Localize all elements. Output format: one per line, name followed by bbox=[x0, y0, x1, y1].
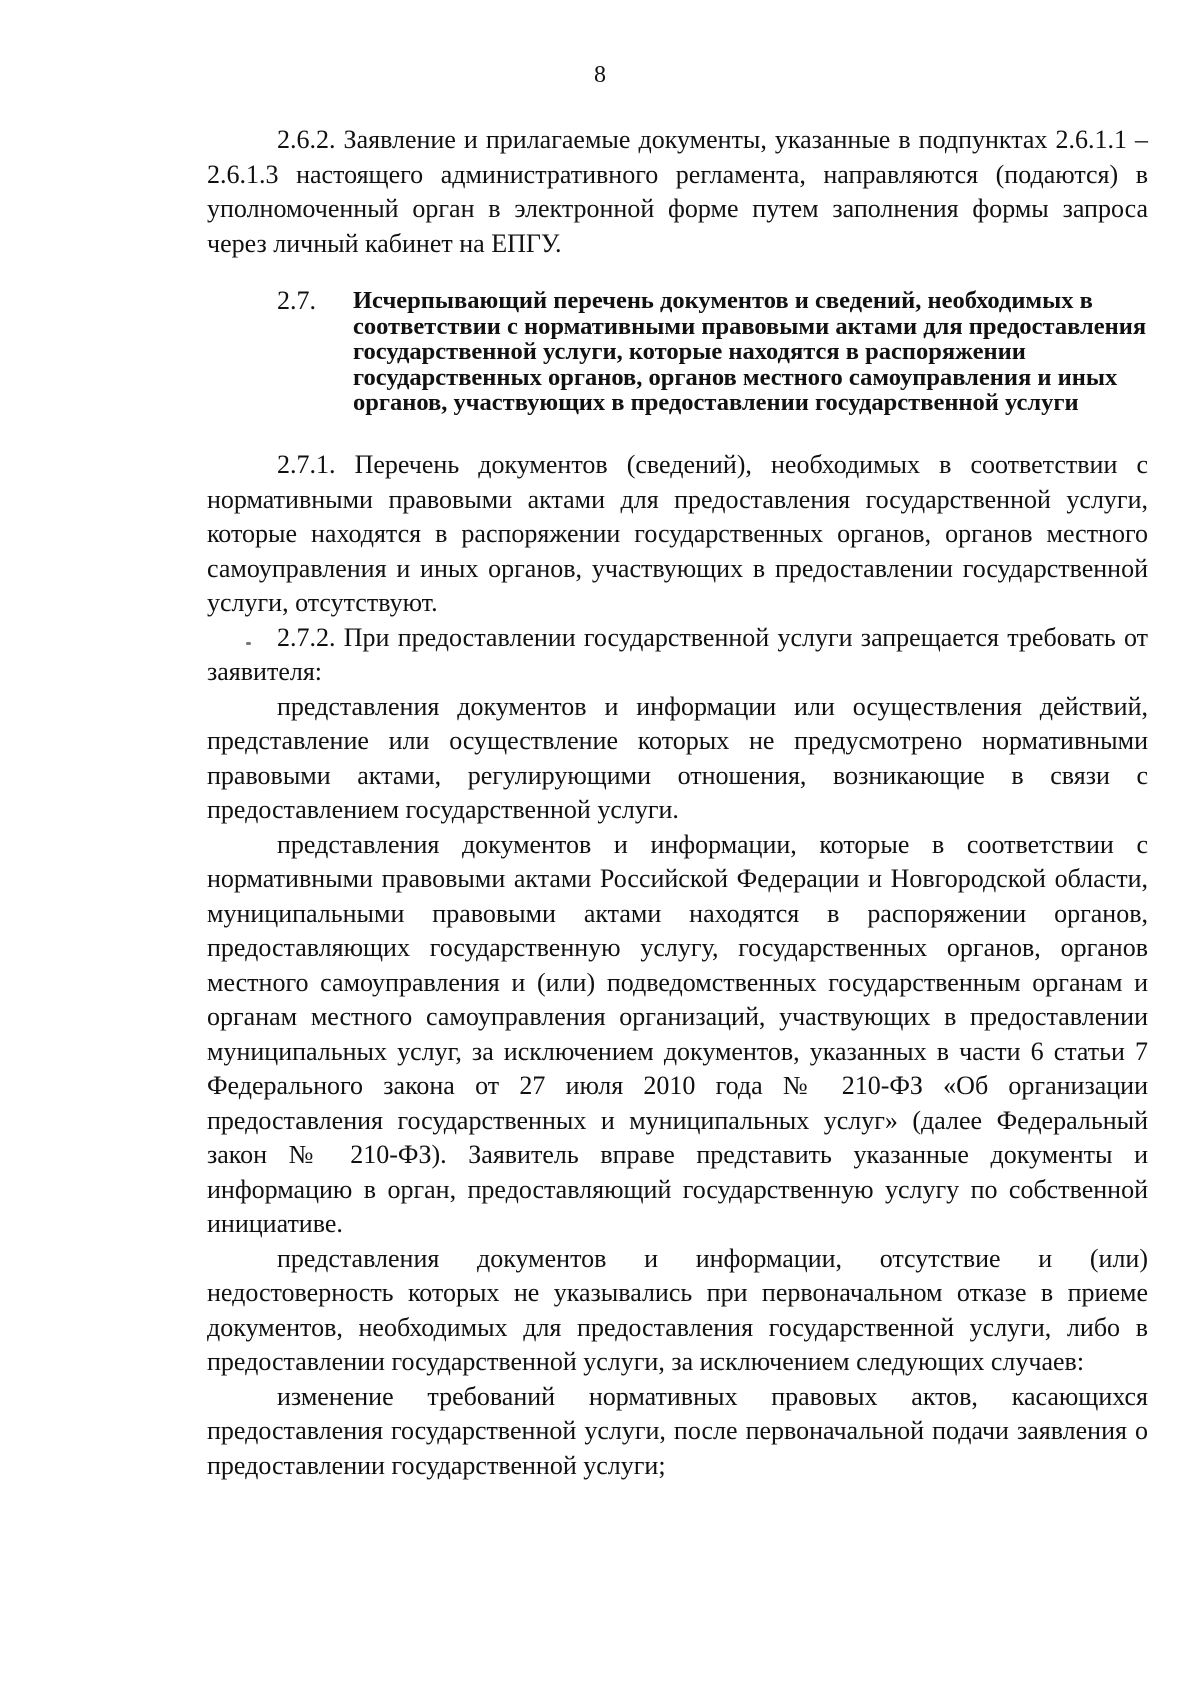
paragraph-2-7-1: 2.7.1. Перечень документов (сведений), необходимых в соответствии с нормативными правовыми актами для предоставления государственной услуги, которые находятся в распоряжении государственных органов, органов местного самоуправления и иных органов, участвующих в предоставлении государственной услуги, отсутствуют. bbox=[207, 450, 1148, 617]
page-number: 8 bbox=[594, 62, 606, 88]
section-number: 2.7. bbox=[277, 286, 316, 315]
section-2-7-body bbox=[207, 448, 1148, 1483]
paragraph-prohibition-1: представления документов и информации или осуществления действий, представление или осуществление которых не предусмотрено нормативными правовыми актами, регулирующими отношения, возникающие в связи с предоставлением государственной услуги. bbox=[207, 691, 1148, 824]
paragraph-exception-1: изменение требований нормативных правовых актов, касающихся предоставления государственной услуги, после первоначальной подачи заявления о предоставлении государственной услуги; bbox=[207, 1381, 1148, 1480]
section-title: Исчерпывающий перечень документов и сведений, необходимых в соответствии с нормативными правовыми актами для предоставления государственной услуги, которые находятся в распоряжении государственных органов, органов местного самоуправления и иных органов, участвующих в предоставлении государственной услуги bbox=[353, 287, 1147, 416]
paragraph-prohibition-2: представления документов и информации, которые в соответствии с нормативными правовыми актами Российской Федерации и Новгородской области, муниципальными правовыми актами находятся в распоряжении органов, предоставляющих государственную услугу, государственных органов, органов местного самоуправления и (или) подведомственных государственным органам и органам местного самоуправления организаций, участвующих в предоставлении муниципальных услуг, за исключением документов, указанных в части 6 статьи 7 Федерального закона от 27 июля 2010 года № 210-ФЗ «Об организации предоставления государственных и муниципальных услуг» (далее Федеральный закон № 210-ФЗ). Заявитель вправе представить указанные документы и информацию в орган, предоставляющий государственную услугу по собственной инициативе. bbox=[207, 829, 1148, 1238]
paragraph-2-6-2: 2.6.2. Заявление и прилагаемые документы, указанные в подпунктах 2.6.1.1 – 2.6.1.3 настоящего административного регламента, направляются (подаются) в уполномоченный орган в электронной форме путем заполнения формы запроса через личный кабинет на ЕПГУ. bbox=[207, 125, 1148, 258]
scan-artifact bbox=[246, 642, 251, 645]
paragraph-2-7-2: 2.7.2. При предоставлении государственной услуги запрещается требовать от заявителя: bbox=[207, 622, 1148, 686]
section-2-6-body bbox=[207, 123, 1148, 261]
paragraph-prohibition-3: представления документов и информации, отсутствие и (или) недостоверность которых не указывались при первоначальном отказе в приеме документов, необходимых для предоставления государственной услуги, либо в предоставлении государственной услуги, за исключением следующих случаев: bbox=[207, 1243, 1148, 1376]
section-heading-2-7 bbox=[277, 288, 1157, 416]
